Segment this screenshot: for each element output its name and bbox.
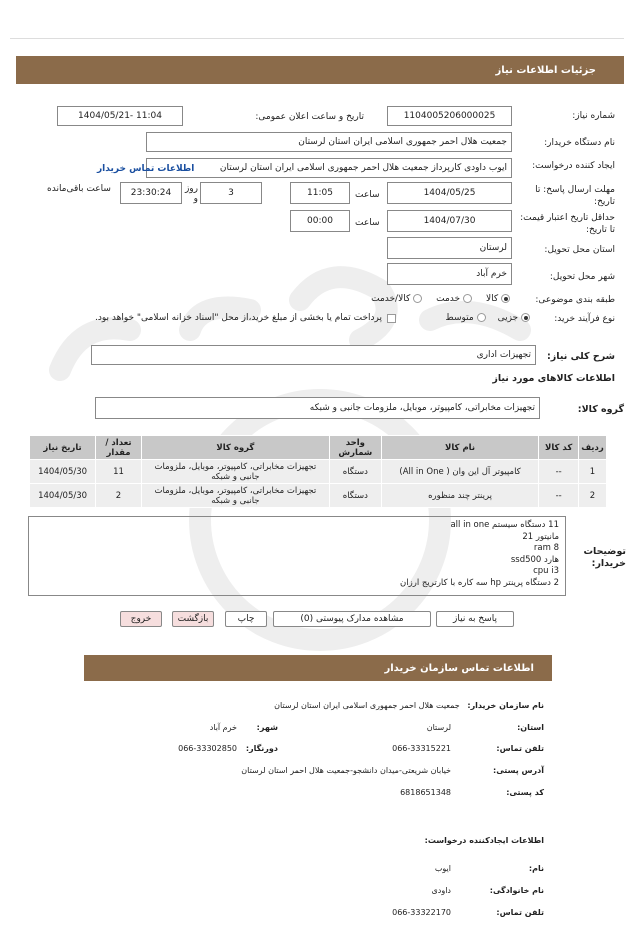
creator-first: نام: xyxy=(528,864,544,873)
summary-label: شرح کلی نیاز: xyxy=(546,351,615,362)
category-options xyxy=(330,292,510,306)
category-label: طبقه بندی موضوعی: xyxy=(535,295,615,305)
exit-button[interactable]: خروج xyxy=(120,611,162,627)
col-qty: تعداد / مقدار xyxy=(96,436,142,460)
notes-line: 11 دستگاه سیستم all in one xyxy=(450,520,559,530)
page-header xyxy=(16,56,624,84)
notes-line: مانیتور 21 xyxy=(522,531,559,542)
creator-last-value: داودی xyxy=(431,886,451,895)
cell-row: 1 xyxy=(578,460,606,484)
contact-address: آدرس پستی: xyxy=(493,766,544,775)
city-field xyxy=(387,263,512,285)
cell-group: تجهیزات مخابراتی، کامپیوتر، موبایل، ملزومات جانبی و شبکه xyxy=(141,484,329,508)
remaining-field xyxy=(120,182,182,204)
deadline-time-field xyxy=(290,182,350,204)
category-both[interactable]: کالا/خدمت xyxy=(371,294,422,304)
radio-icon[interactable] xyxy=(477,313,486,322)
remaining-label: ساعت باقی‌مانده xyxy=(47,184,111,194)
goods-title: اطلاعات کالاهای مورد نیاز xyxy=(492,373,615,384)
notes-line: هارد ssd500 xyxy=(510,554,559,565)
creator-field xyxy=(146,158,512,178)
category-service[interactable]: خدمت xyxy=(436,294,472,304)
validity-date-field xyxy=(387,210,512,232)
need-number-value: 1104005206000025 xyxy=(403,111,496,121)
days-label: روز و xyxy=(184,184,198,204)
cell-date: 1404/05/30 xyxy=(30,460,96,484)
contact-fax-value: 066-33302850 xyxy=(178,744,237,753)
reply-button[interactable]: پاسخ به نیاز xyxy=(436,611,514,627)
cell-name: پرینتر چند منظوره xyxy=(381,484,539,508)
city-value: خرم آباد xyxy=(476,269,507,279)
treasury-note xyxy=(46,311,396,325)
contact-address-value: خیابان شریعتی-میدان دانشجو-جمعیت هلال احمر استان لرستان xyxy=(241,766,451,775)
days-field xyxy=(200,182,262,204)
cell-unit: دستگاه xyxy=(329,484,381,508)
cell-date: 1404/05/30 xyxy=(30,484,96,508)
notes-line: ram 8 xyxy=(533,543,559,553)
validity-label: حداقل تاریخ اعتبار قیمت: تا تاریخ: xyxy=(520,213,615,235)
group-field xyxy=(95,397,540,419)
col-name: نام کالا xyxy=(381,436,539,460)
radio-icon[interactable] xyxy=(413,294,422,303)
col-row: ردیف xyxy=(578,436,606,460)
notes-box xyxy=(28,516,566,596)
page-title: جزئیات اطلاعات نیاز xyxy=(495,65,596,76)
cell-qty: 2 xyxy=(96,484,142,508)
city-label: شهر محل تحویل: xyxy=(549,272,615,282)
category-goods[interactable]: کالا xyxy=(486,294,510,304)
deadline-date-value: 1404/05/25 xyxy=(423,188,476,198)
summary-field xyxy=(91,345,536,365)
summary-value: تجهیزات اداری xyxy=(476,350,531,360)
contact-header xyxy=(84,655,552,681)
print-button[interactable]: چاپ xyxy=(225,611,267,627)
radio-icon[interactable] xyxy=(521,313,530,322)
cell-code: -- xyxy=(539,484,579,508)
top-divider xyxy=(10,38,624,39)
back-button[interactable]: بازگشت xyxy=(172,611,214,627)
notes-label: توضیحات خریدار: xyxy=(583,546,626,569)
process-options xyxy=(420,311,530,325)
contact-fax: دورنگار: xyxy=(245,744,278,753)
treasury-checkbox[interactable] xyxy=(387,314,396,323)
buyer-label: نام دستگاه خریدار: xyxy=(544,138,615,148)
cell-name: کامپیوتر آل این وان ( All in One) xyxy=(381,460,539,484)
radio-icon[interactable] xyxy=(463,294,472,303)
contact-city-value: خرم آباد xyxy=(209,723,237,732)
contact-postal: کد پستی: xyxy=(506,788,544,797)
validity-date-value: 1404/07/30 xyxy=(423,216,476,226)
contact-province-value: لرستان xyxy=(426,723,451,732)
province-label: استان محل تحویل: xyxy=(544,245,615,255)
creator-section-title: اطلاعات ایجادکننده درخواست: xyxy=(424,836,544,845)
announce-value: 1404/05/21- 11:04 xyxy=(78,111,162,121)
contact-city: شهر: xyxy=(256,723,278,732)
contact-phone: تلفن تماس: xyxy=(496,744,544,753)
contact-title: اطلاعات تماس سازمان خریدار xyxy=(384,663,534,674)
col-code: کد کالا xyxy=(539,436,579,460)
items-table xyxy=(29,435,607,508)
deadline-time-label: ساعت xyxy=(355,190,380,200)
buyer-value: جمعیت هلال احمر جمهوری اسلامی ایران استان لرستان xyxy=(298,137,507,147)
creator-label: ایجاد کننده درخواست: xyxy=(532,161,615,171)
contact-phone-value: 066-33315221 xyxy=(392,744,451,753)
creator-phone-value: 066-33322170 xyxy=(392,908,451,917)
notes-line: 2 دستگاه پرینتر hp سه کاره با کارتریج ارزان xyxy=(400,577,559,588)
validity-time-field xyxy=(290,210,350,232)
table-header-row xyxy=(30,436,607,460)
treasury-note-text: پرداخت تمام یا بخشی از مبلغ خرید،از محل "اسناد خزانه اسلامی" خواهد بود. xyxy=(94,313,382,323)
need-number-label: شماره نیاز: xyxy=(572,111,615,121)
col-date: تاریخ نیاز xyxy=(30,436,96,460)
validity-time-value: 00:00 xyxy=(307,216,333,226)
remaining-value: 23:30:24 xyxy=(130,188,172,198)
deadline-time-value: 11:05 xyxy=(307,188,333,198)
process-minor[interactable]: جزیی xyxy=(498,313,530,323)
process-label: نوع فرآیند خرید: xyxy=(554,314,615,324)
buyer-field xyxy=(146,132,512,152)
notes-line: cpu i3 xyxy=(533,566,559,576)
announce-field xyxy=(57,106,183,126)
cell-group: تجهیزات مخابراتی، کامپیوتر، موبایل، ملزومات جانبی و شبکه xyxy=(141,460,329,484)
contact-org: نام سازمان خریدار: جمعیت هلال احمر جمهوری اسلامی ایران استان لرستان xyxy=(274,701,544,710)
days-value: 3 xyxy=(228,188,234,198)
creator-first-value: ایوب xyxy=(434,864,451,873)
deadline-label: مهلت ارسال پاسخ: تا تاریخ: xyxy=(535,185,615,207)
creator-last: نام خانوادگی: xyxy=(489,886,544,895)
cell-row: 2 xyxy=(578,484,606,508)
group-label: گروه کالا: xyxy=(577,404,624,415)
col-unit: واحد شمارش xyxy=(329,436,381,460)
creator-value: ایوب داودی کارپرداز جمعیت هلال احمر جمهوری اسلامی ایران استان لرستان xyxy=(219,163,507,173)
validity-time-label: ساعت xyxy=(355,218,380,228)
table-row xyxy=(30,484,607,508)
creator-phone: تلفن تماس: xyxy=(496,908,544,917)
table-row xyxy=(30,460,607,484)
deadline-date-field xyxy=(387,182,512,204)
contact-province: استان: xyxy=(517,723,544,732)
cell-unit: دستگاه xyxy=(329,460,381,484)
attachments-button[interactable]: مشاهده مدارک پیوستی (0) xyxy=(273,611,431,627)
province-field xyxy=(387,237,512,259)
announce-label: تاریخ و ساعت اعلان عمومی: xyxy=(255,112,364,122)
cell-qty: 11 xyxy=(96,460,142,484)
need-number-field xyxy=(387,106,512,126)
process-medium[interactable]: متوسط xyxy=(445,313,485,323)
col-group: گروه کالا xyxy=(141,436,329,460)
contact-postal-value: 6818651348 xyxy=(400,788,451,797)
radio-icon[interactable] xyxy=(501,294,510,303)
province-value: لرستان xyxy=(479,243,507,253)
cell-code: -- xyxy=(539,460,579,484)
group-value: تجهیزات مخابراتی، کامپیوتر، موبایل، ملزومات جانبی و شبکه xyxy=(309,403,535,413)
contact-link[interactable]: اطلاعات تماس خریدار xyxy=(97,164,195,174)
